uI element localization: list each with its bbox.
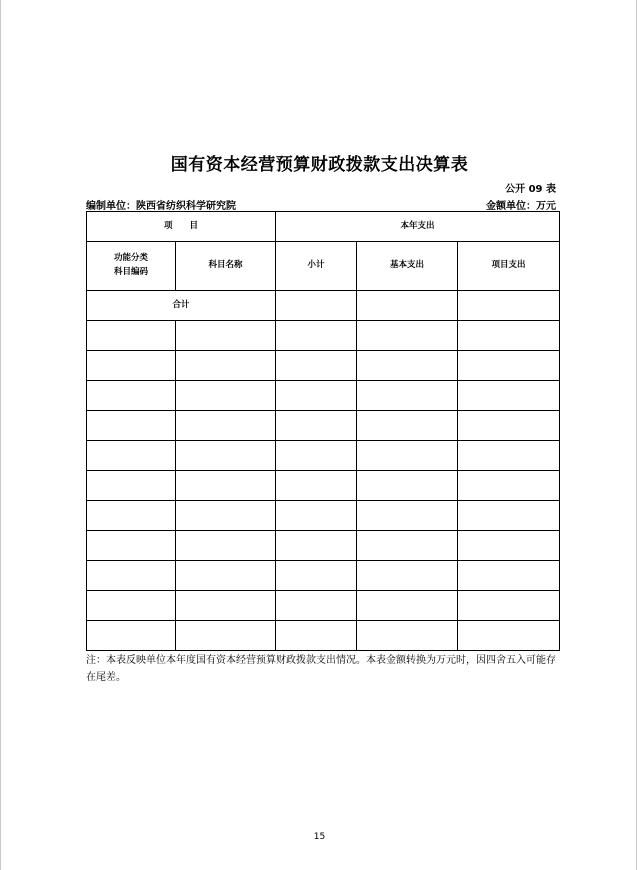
table-row [87,621,560,651]
header-function-code [87,242,176,291]
basic-expenditure-cell [357,411,458,441]
expenditure-table [86,211,560,651]
project-expenditure-cell [458,621,560,651]
header-project-expenditure: 项目支出 [458,242,560,291]
subtotal-cell [276,531,357,561]
basic-expenditure-cell [357,531,458,561]
function-code-cell [87,381,176,411]
subtotal-cell [276,591,357,621]
project-expenditure-cell [458,411,560,441]
basic-expenditure-cell [357,621,458,651]
project-expenditure-cell [458,561,560,591]
subtotal-cell [276,381,357,411]
total-project-cell [458,291,560,321]
total-label: 合计 [87,291,276,321]
table-row [87,411,560,441]
table-row [87,471,560,501]
document-title: 国有资本经营预算财政拨款支出决算表 [170,155,469,175]
subject-name-cell [176,321,276,351]
table-header-row [87,212,560,242]
project-expenditure-cell [458,351,560,381]
function-code-cell [87,531,176,561]
subtotal-cell [276,321,357,351]
header-function-line1: 功能分类 [113,253,148,264]
subject-name-cell [176,471,276,501]
project-expenditure-cell [458,381,560,411]
table-row [87,441,560,471]
form-number: 公开 09 表 [505,184,556,195]
compiling-unit: 编制单位：陕西省纺织科学研究院 [86,201,236,212]
header-subject-name: 科目名称 [176,242,276,291]
subject-name-cell [176,351,276,381]
subtotal-cell [276,471,357,501]
table-row [87,591,560,621]
table-row [87,351,560,381]
function-code-cell [87,351,176,381]
header-subtotal: 小计 [276,242,357,291]
function-code-cell [87,501,176,531]
total-basic-cell [357,291,458,321]
basic-expenditure-cell [357,381,458,411]
page-number: 15 [313,832,326,842]
function-code-cell [87,471,176,501]
subject-name-cell [176,411,276,441]
function-code-cell [87,621,176,651]
project-expenditure-cell [458,591,560,621]
basic-expenditure-cell [357,351,458,381]
table-row [87,531,560,561]
subtotal-cell [276,441,357,471]
function-code-cell [87,591,176,621]
subject-name-cell [176,501,276,531]
table-row [87,381,560,411]
table-subheader-row [87,242,560,291]
subject-name-cell [176,561,276,591]
subject-name-cell [176,621,276,651]
subtotal-cell [276,411,357,441]
project-expenditure-cell [458,531,560,561]
subject-name-cell [176,381,276,411]
header-basic-expenditure: 基本支出 [357,242,458,291]
subject-name-cell [176,441,276,471]
function-code-cell [87,411,176,441]
project-expenditure-cell [458,441,560,471]
subtotal-cell [276,351,357,381]
subject-name-cell [176,531,276,561]
header-function-line2: 科目编码 [113,267,148,277]
function-code-cell [87,321,176,351]
subtotal-cell [276,501,357,531]
table-row [87,501,560,531]
table-note: 注：本表反映单位本年度国有资本经营预算财政拨款支出情况。本表金额转换为万元时，因四舍五入可能存在尾差。 [86,655,556,683]
project-expenditure-cell [458,471,560,501]
subtotal-cell [276,561,357,591]
basic-expenditure-cell [357,471,458,501]
basic-expenditure-cell [357,501,458,531]
basic-expenditure-cell [357,321,458,351]
project-expenditure-cell [458,501,560,531]
function-code-cell [87,441,176,471]
total-row [87,291,560,321]
table-row [87,561,560,591]
total-subtotal-cell [276,291,357,321]
basic-expenditure-cell [357,441,458,471]
subtotal-cell [276,621,357,651]
project-expenditure-cell [458,321,560,351]
header-item: 项 目 [87,212,276,242]
subject-name-cell [176,591,276,621]
header-current-year: 本年支出 [276,212,560,242]
basic-expenditure-cell [357,591,458,621]
basic-expenditure-cell [357,561,458,591]
function-code-cell [87,561,176,591]
table-row [87,321,560,351]
amount-unit: 金额单位：万元 [486,201,556,212]
